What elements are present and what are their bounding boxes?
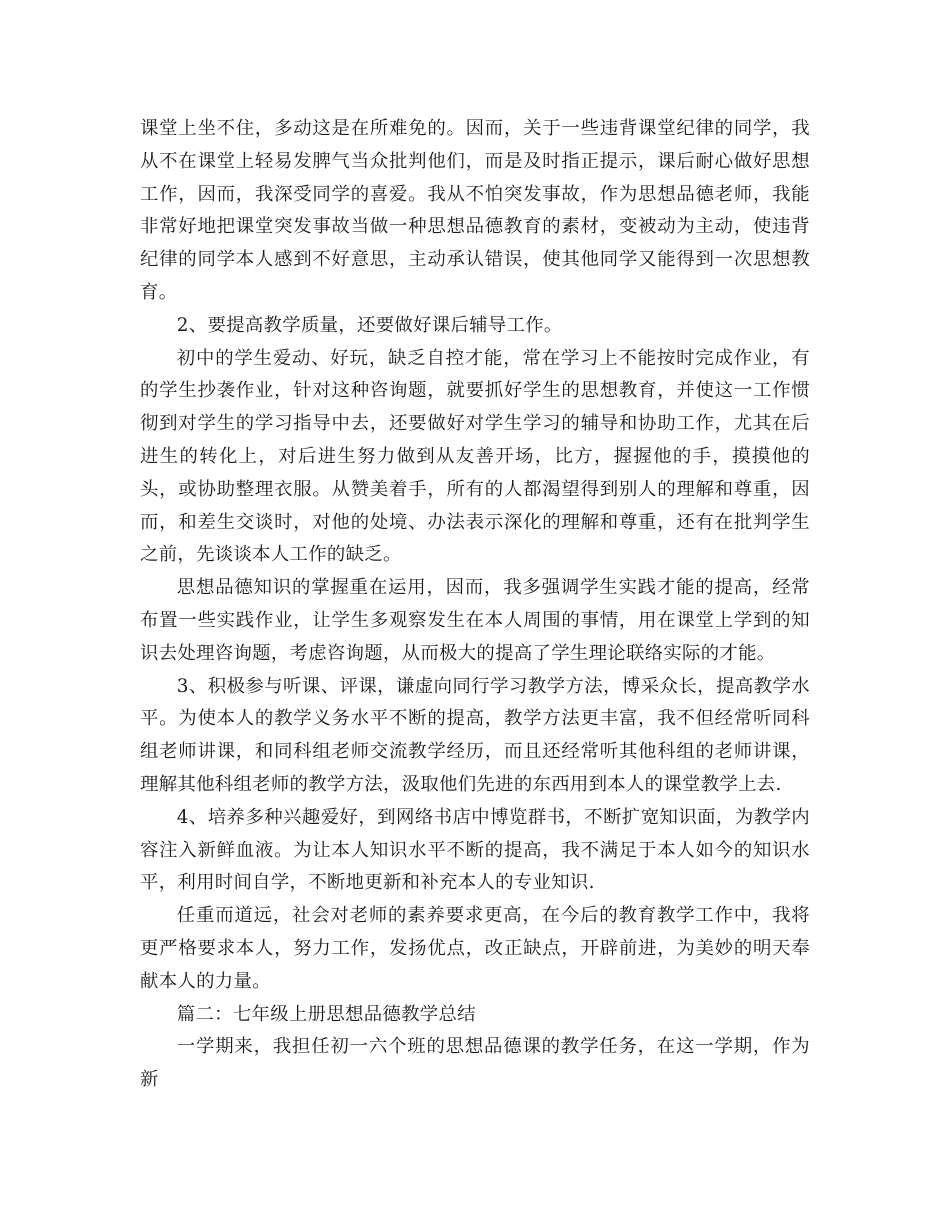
paragraph-2: 2、要提高教学质量，还要做好课后辅导工作。 (176, 314, 563, 336)
paragraph-5: 3、积极参与听课、评课，谦虚向同行学习教学方法，博采众长，提高教学水平。为使本人的教学义务水平不断的提高，教学方法更丰富，我不但经常听同科组老师讲课，和同科组老师交流教学经历，而且还经常听其他科组的老师讲课，理解其他科组老师的教学方法，汲取他们先进的东西用到本人的课堂教学上去. (140, 675, 810, 795)
paragraph-6: 4、培养多种兴趣爱好，到网络书店中博览群书，不断扩宽知识面，为教学内容注入新鲜血液。为让本人知识水平不断的提高，我不满足于本人如今的知识水平，利用时间自学，不断地更新和补充本人的专业知识. (140, 806, 810, 894)
paragraph-1: 课堂上坐不住，多动这是在所难免的。因而，关于一些违背课堂纪律的同学，我从不在课堂上轻易发脾气当众批判他们，而是及时指正提示，课后耐心做好思想工作，因而，我深受同学的喜爱。我从不怕突发事故，作为思想品德老师，我能非常好地把课堂突发事故当做一种思想品德教育的素材，变被动为主动，使违背纪律的同学本人感到不好意思，主动承认错误，使其他同学又能得到一次思想教育。 (140, 118, 810, 303)
section-heading: 篇二：七年级上册思想品德教学总结 (176, 1003, 476, 1025)
paragraph-7: 任重而道远，社会对老师的素养要求更高，在今后的教育教学工作中，我将更严格要求本人，努力工作，发扬优点，改正缺点，开辟前进，为美妙的明天奉献本人的力量。 (140, 905, 810, 992)
paragraph-9: 一学期来，我担任初一六个班的思想品德课的教学任务，在这一学期，作为新 (140, 1036, 810, 1091)
paragraph-4: 思想品德知识的掌握重在运用，因而，我多强调学生实践才能的提高，经常布置一些实践作业，让学生多观察发生在本人周围的事情，用在课堂上学到的知识去处理咨询题，考虑咨询题，从而极大的提高了学生理论联络实际的才能。 (140, 577, 810, 664)
paragraph-3: 初中的学生爱动、好玩，缺乏自控才能，常在学习上不能按时完成作业，有的学生抄袭作业，针对这种咨询题，就要抓好学生的思想教育，并使这一工作惯彻到对学生的学习指导中去，还要做好对学生学习的辅导和协助工作，尤其在后进生的转化上，对后进生努力做到从友善开场，比方，握握他的手，摸摸他的头，或协助整理衣服。从赞美着手，所有的人都渴望得到别人的理解和尊重，因而，和差生交谈时，对他的处境、办法表示深化的理解和尊重，还有在批判学生之前，先谈谈本人工作的缺乏。 (140, 347, 810, 566)
document-body (140, 113, 810, 1097)
